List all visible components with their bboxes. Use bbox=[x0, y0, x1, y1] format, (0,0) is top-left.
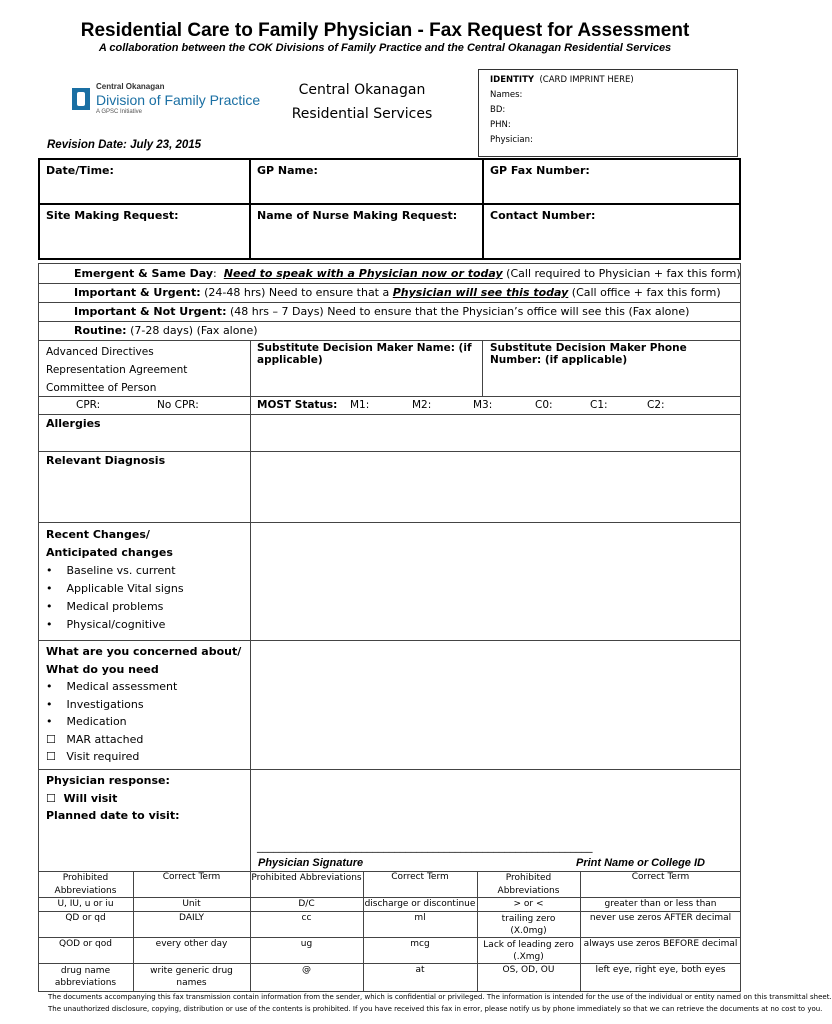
identity-note: (CARD IMPRINT HERE) bbox=[539, 75, 634, 85]
emergent-sep: : bbox=[213, 267, 217, 280]
committee-of-person[interactable]: Committee of Person bbox=[46, 382, 157, 394]
form-title: Residential Care to Family Physician - Fax Request for Assessment bbox=[80, 20, 690, 41]
checkbox-icon[interactable]: ☐ bbox=[46, 732, 56, 746]
recent-item-1 bbox=[46, 562, 184, 580]
recent-item-2-text: Applicable Vital signs bbox=[66, 582, 184, 595]
abbrev-cell: write generic drug names bbox=[150, 966, 233, 988]
abbrev-header-5: Prohibited Abbreviations bbox=[497, 873, 560, 896]
abbrev-cell: U, IU, u or iu bbox=[57, 899, 114, 909]
urgency-line3 bbox=[38, 321, 741, 322]
abbrev-header-1: Prohibited Abbreviations bbox=[54, 873, 117, 896]
recent-item-1-text: Baseline vs. current bbox=[66, 564, 176, 577]
identity-names: Names: bbox=[490, 90, 523, 100]
checkbox-icon[interactable]: ☐ bbox=[46, 791, 56, 805]
logo-icon bbox=[72, 88, 90, 110]
gp-name-field[interactable]: GP Name: bbox=[257, 164, 318, 177]
will-visit-checkbox[interactable] bbox=[46, 790, 180, 808]
recent-title-1: Recent Changes/ bbox=[46, 528, 150, 541]
emergent-label: Emergent & Same Day bbox=[74, 267, 214, 280]
sdm-divider bbox=[482, 340, 483, 396]
nurse-field[interactable]: Name of Nurse Making Request: bbox=[257, 209, 458, 222]
confidentiality-line1: The documents accompanying this fax transmission contain information from the sender, which is confidential or privileged. The information is intended for the use of the individual or entity named on this transmittal sheet. bbox=[48, 993, 832, 1001]
bullet-icon: • bbox=[46, 680, 53, 693]
abbrev-col-line1 bbox=[133, 871, 134, 992]
urgency-line4 bbox=[38, 340, 741, 341]
most-m2[interactable]: M2: bbox=[412, 399, 432, 411]
urgency-line1 bbox=[38, 283, 741, 284]
recent-item-3-text: Medical problems bbox=[66, 600, 164, 613]
emergent-underlined: Need to speak with a Physician now or today bbox=[223, 267, 503, 280]
abbrev-cell: mcg bbox=[410, 939, 430, 949]
abbrev-row-line3 bbox=[38, 963, 741, 964]
routine-label: Routine: bbox=[74, 324, 127, 337]
contact-field[interactable]: Contact Number: bbox=[490, 209, 596, 222]
abbrev-cell: at bbox=[415, 965, 425, 975]
org-line1: Central Okanagan bbox=[298, 82, 426, 98]
org-line2: Residential Services bbox=[291, 106, 433, 122]
request-info-vline2 bbox=[482, 158, 484, 260]
abbrev-cell: left eye, right eye, both eyes bbox=[595, 965, 726, 975]
abbrev-cell: ml bbox=[414, 913, 426, 923]
recent-changes-section bbox=[46, 526, 184, 634]
no-cpr-field[interactable]: No CPR: bbox=[157, 399, 199, 411]
representation-agreement[interactable]: Representation Agreement bbox=[46, 364, 188, 376]
allergies-field[interactable] bbox=[251, 415, 740, 451]
org-name bbox=[272, 78, 452, 126]
visit-required-text: Visit required bbox=[66, 750, 140, 763]
urgency-emergent[interactable] bbox=[74, 267, 741, 280]
request-info-vline1 bbox=[249, 158, 251, 260]
bullet-icon: • bbox=[46, 564, 53, 577]
urgency-important[interactable] bbox=[74, 286, 721, 299]
print-name-label: Print Name or College ID bbox=[576, 857, 705, 869]
not-urgent-label: Important & Not Urgent: bbox=[74, 305, 227, 318]
urgency-routine[interactable] bbox=[74, 324, 258, 337]
abbrev-header-4: Correct Term bbox=[391, 872, 449, 882]
sdm-phone-field[interactable]: Substitute Decision Maker Phone Number: (if applicable) bbox=[490, 342, 687, 366]
urgency-line2 bbox=[38, 302, 741, 303]
abbrev-cell: always use zeros BEFORE decimal bbox=[583, 939, 738, 949]
checkbox-icon[interactable]: ☐ bbox=[46, 750, 56, 763]
visit-required-checkbox[interactable] bbox=[46, 748, 241, 766]
emergent-rest: (Call required to Physician + fax this form) bbox=[506, 267, 741, 280]
bullet-icon: • bbox=[46, 600, 53, 613]
planned-date-label: Planned date to visit: bbox=[46, 809, 180, 822]
gp-fax-field[interactable]: GP Fax Number: bbox=[490, 164, 590, 177]
request-info-divider bbox=[38, 203, 741, 205]
recent-title-2: Anticipated changes bbox=[46, 546, 173, 559]
abbrev-cell: every other day bbox=[155, 939, 228, 949]
identity-phn: PHN: bbox=[490, 120, 511, 130]
most-m1[interactable]: M1: bbox=[350, 399, 370, 411]
site-field[interactable]: Site Making Request: bbox=[46, 209, 179, 222]
not-urgent-rest: (48 hrs – 7 Days) Need to ensure that the Physician’s office will see this (Fax alone) bbox=[229, 305, 690, 318]
urgency-not-urgent[interactable] bbox=[74, 305, 689, 318]
response-top-line bbox=[38, 769, 741, 770]
bullet-icon: • bbox=[46, 582, 53, 595]
abbrev-cell: D/C bbox=[298, 899, 315, 909]
mar-attached-checkbox[interactable] bbox=[46, 731, 241, 749]
division-logo bbox=[72, 80, 261, 120]
most-m3[interactable]: M3: bbox=[473, 399, 493, 411]
logo-line3: A GPSC Initiative bbox=[96, 109, 143, 115]
abbrev-cell: never use zeros AFTER decimal bbox=[589, 913, 732, 923]
physician-response-section bbox=[46, 772, 180, 825]
form-subtitle: A collaboration between the COK Divisions of Family Practice and the Central Okanagan Residential Services bbox=[98, 42, 672, 54]
logo-line2: Division of Family Practice bbox=[96, 92, 261, 108]
bullet-icon: • bbox=[46, 618, 53, 631]
cpr-top-line bbox=[38, 396, 741, 397]
will-visit-text: Will visit bbox=[63, 791, 118, 805]
recent-item-4-text: Physical/cognitive bbox=[66, 618, 166, 631]
advanced-directives[interactable]: Advanced Directives bbox=[46, 346, 154, 358]
most-c0[interactable]: C0: bbox=[535, 399, 553, 411]
abbrev-cell: @ bbox=[302, 965, 311, 975]
abbrev-cell: trailing zero (X.0mg) bbox=[501, 914, 556, 936]
abbrev-header-6: Correct Term bbox=[631, 872, 690, 882]
sdm-name-field[interactable]: Substitute Decision Maker Name: (if applicable) bbox=[257, 342, 472, 366]
abbrev-cell: Unit bbox=[182, 899, 201, 909]
advance-directives-list bbox=[46, 343, 187, 397]
abbrev-cell: > or < bbox=[513, 899, 544, 909]
abbrev-cell: QD or qd bbox=[65, 913, 106, 923]
concern-item-1 bbox=[46, 678, 241, 696]
most-status-label: MOST Status: bbox=[257, 399, 338, 411]
date-time-field[interactable]: Date/Time: bbox=[46, 164, 114, 177]
signature-line[interactable]: _____________________________________________________________ bbox=[257, 840, 593, 853]
abbrev-cell: cc bbox=[301, 913, 312, 923]
abbrev-cell: drug name abbreviations bbox=[54, 966, 117, 988]
important-underlined: Physician will see this today bbox=[392, 286, 569, 299]
abbrev-cell: DAILY bbox=[179, 913, 204, 923]
concern-item-1-text: Medical assessment bbox=[66, 680, 178, 693]
abbrev-header-2: Correct Term bbox=[162, 872, 221, 882]
abbrev-header-line bbox=[38, 897, 741, 898]
concern-item-3 bbox=[46, 713, 241, 731]
recent-item-2 bbox=[46, 580, 184, 598]
cpr-field[interactable]: CPR: bbox=[76, 399, 101, 411]
important-pre: (24-48 hrs) Need to ensure that a bbox=[204, 286, 390, 299]
diagnosis-label: Relevant Diagnosis bbox=[46, 454, 166, 467]
identity-bd: BD: bbox=[490, 105, 506, 115]
routine-rest: (7-28 days) (Fax alone) bbox=[130, 324, 258, 337]
identity-heading bbox=[479, 73, 737, 88]
identity-physician: Physician: bbox=[490, 135, 533, 145]
concern-item-2-text: Investigations bbox=[66, 697, 144, 711]
concern-section bbox=[46, 643, 241, 766]
concern-title-2: What do you need bbox=[46, 662, 159, 676]
recent-item-4 bbox=[46, 616, 184, 634]
revision-date: Revision Date: July 23, 2015 bbox=[47, 139, 202, 151]
important-rest: (Call office + fax this form) bbox=[571, 286, 721, 299]
recent-item-3 bbox=[46, 598, 184, 616]
diagnosis-field[interactable] bbox=[251, 452, 740, 522]
concern-item-2 bbox=[46, 696, 241, 714]
identity-title: IDENTITY bbox=[490, 75, 535, 85]
allergies-label: Allergies bbox=[46, 417, 101, 430]
recent-changes-field[interactable] bbox=[251, 523, 740, 640]
abbrev-cell: Lack of leading zero (.Xmg) bbox=[483, 940, 574, 962]
most-c2[interactable]: C2: bbox=[647, 399, 665, 411]
bullet-icon: • bbox=[46, 697, 53, 711]
concern-title-1: What are you concerned about/ bbox=[46, 645, 242, 658]
physician-signature-label: Physician Signature bbox=[258, 857, 364, 869]
abbrev-cell: OS, OD, OU bbox=[502, 965, 555, 975]
abbrev-header-3: Prohibited Abbreviations bbox=[251, 873, 362, 883]
important-label: Important & Urgent: bbox=[74, 286, 201, 299]
most-c1[interactable]: C1: bbox=[590, 399, 608, 411]
confidentiality-line2: The unauthorized disclosure, copying, distribution or use of the contents is prohibited. If you have received this fax in error, please notify us by phone immediately so that we can retrieve the documents at no cost to you. bbox=[48, 1005, 823, 1013]
response-title: Physician response: bbox=[46, 774, 170, 787]
mar-attached-text: MAR attached bbox=[66, 732, 144, 746]
abbrev-cell: discharge or discontinue bbox=[364, 899, 476, 909]
logo-line1: Central Okanagan bbox=[96, 82, 165, 91]
abbrev-row-line2 bbox=[38, 937, 741, 938]
abbrev-cell: ug bbox=[300, 939, 313, 949]
concern-field[interactable] bbox=[251, 641, 740, 769]
abbrev-cell: greater than or less than bbox=[604, 899, 717, 909]
concern-item-3-text: Medication bbox=[66, 715, 127, 728]
abbrev-row-line1 bbox=[38, 911, 741, 912]
identity-box[interactable] bbox=[478, 69, 738, 157]
bullet-icon: • bbox=[46, 715, 53, 728]
abbrev-cell: QOD or qod bbox=[59, 939, 112, 949]
